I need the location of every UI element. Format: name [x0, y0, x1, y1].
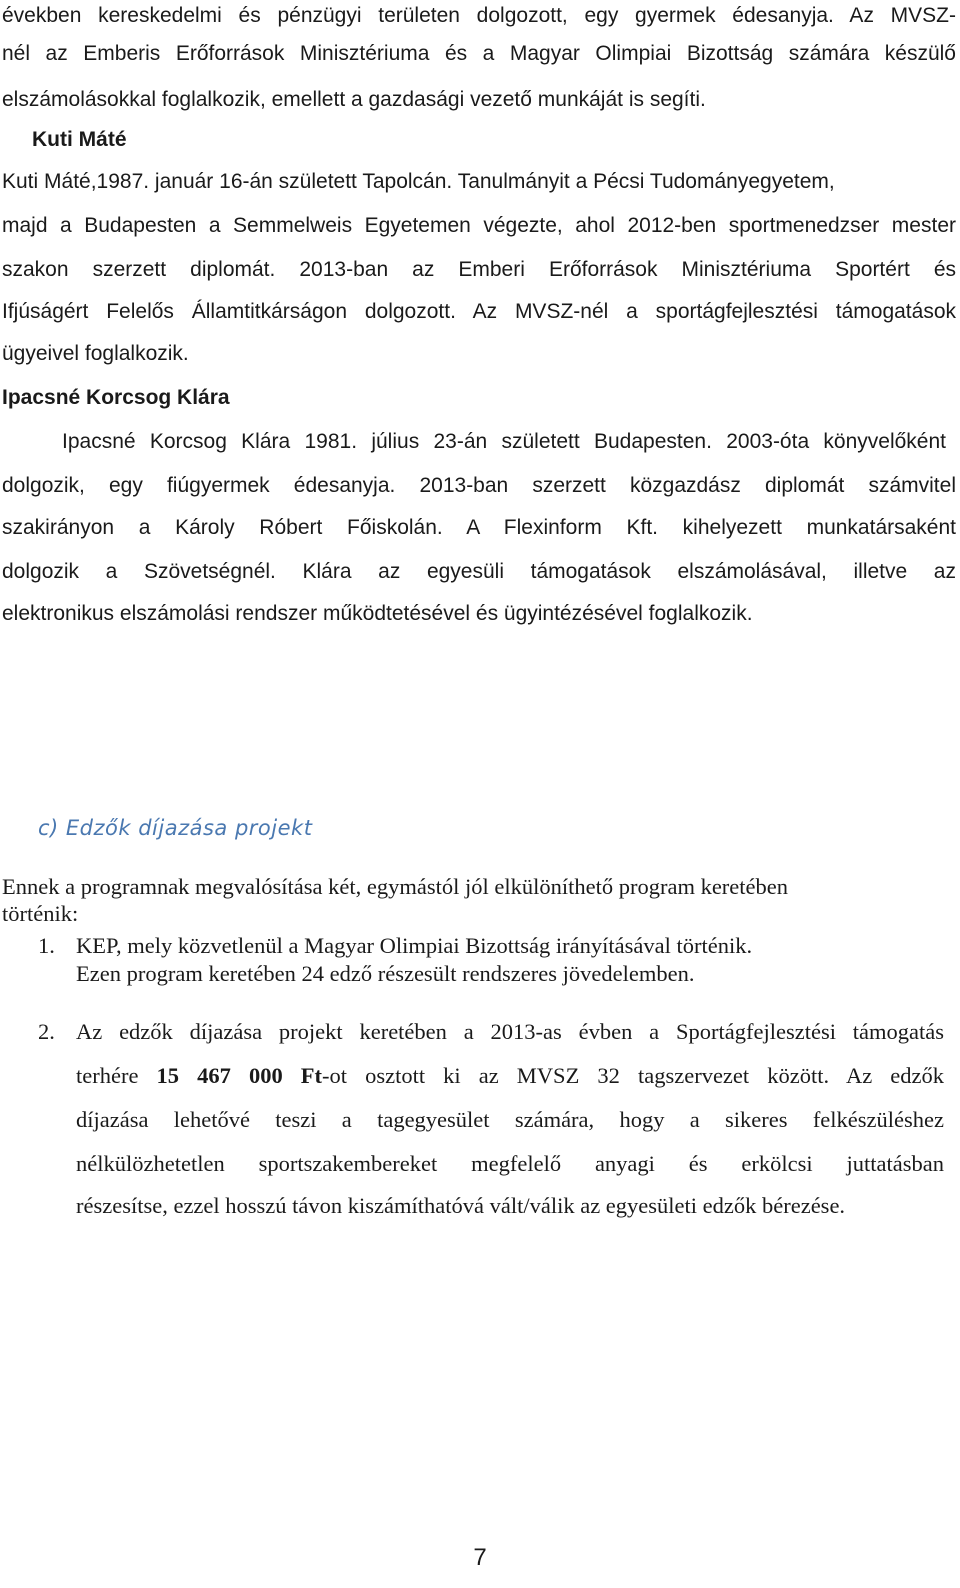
kuti-line-5: ügyeivel foglalkozik.: [2, 342, 189, 365]
list-item-2-line-4: nélkülözhetetlen sportszakembereket megfelelő anyagi és erkölcsi juttatásban: [76, 1151, 944, 1176]
section-c-intro-line-2: történik:: [2, 901, 79, 926]
section-c-heading: c) Edzők díjazása projekt: [38, 816, 313, 840]
intro-line-1: években kereskedelmi és pénzügyi területen dolgozott, egy gyermek édesanyja. Az MVSZ-: [2, 4, 956, 27]
ipacsne-line-4: dolgozik a Szövetségnél. Klára az egyesüli támogatások elszámolásával, illetve az: [2, 560, 956, 583]
kuti-line-2: majd a Budapesten a Semmelweis Egyetemen végezte, ahol 2012-ben sportmenedzser mester: [2, 214, 956, 237]
section-c-intro-line-1: Ennek a programnak megvalósítása két, egymástól jól elkülöníthető program keretében: [2, 874, 789, 899]
page-number: 7: [473, 1544, 487, 1571]
list-item-2-line-1: Az edzők díjazása projekt keretében a 2013-as évben a Sportágfejlesztési támogatás: [76, 1019, 944, 1044]
funding-amount: 15 467 000 Ft: [156, 1063, 323, 1088]
ipacsne-line-1: Ipacsné Korcsog Klára 1981. július 23-án született Budapesten. 2003-óta könyvelőként: [62, 430, 946, 453]
ipacsne-line-2: dolgozik, egy fiúgyermek édesanyja. 2013-ban szerzett közgazdász diplomát számvitel: [2, 474, 956, 497]
kuti-line-1: Kuti Máté,1987. január 16-án született Tapolcán. Tanulmányit a Pécsi Tudományegyetem,: [2, 170, 835, 193]
ipacsne-line-3: szakirányon a Károly Róbert Főiskolán. A Flexinform Kft. kihelyezett munkatársaként: [2, 516, 956, 539]
list-item-2-line-5: részesítse, ezzel hosszú távon kiszámíthatóvá vált/válik az egyesületi edzők bérezése.: [76, 1193, 846, 1218]
ipacsne-heading: Ipacsné Korcsog Klára: [2, 386, 230, 409]
list-item-2-text-post: -ot osztott ki az MVSZ 32 tagszervezet között. Az edzők: [322, 1063, 944, 1088]
intro-line-3: elszámolásokkal foglalkozik, emellett a gazdasági vezető munkáját is segíti.: [2, 88, 706, 111]
list-item-1-line-1: KEP, mely közvetlenül a Magyar Olimpiai Bizottság irányításával történik.: [76, 933, 753, 958]
kuti-heading: Kuti Máté: [32, 128, 127, 151]
kuti-line-4: Ifjúságért Felelős Államtitkárságon dolgozott. Az MVSZ-nél a sportágfejlesztési támogatások: [2, 300, 956, 323]
ipacsne-line-5: elektronikus elszámolási rendszer működtetésével és ügyintézésével foglalkozik.: [2, 602, 753, 625]
kuti-line-3: szakon szerzett diplomát. 2013-ban az Emberi Erőforrások Minisztériuma Sportért és: [2, 258, 956, 281]
list-item-2-line-2: [76, 1062, 944, 1090]
list-item-2-text-pre: terhére: [76, 1063, 157, 1088]
list-item-1-line-2: Ezen program keretében 24 edző részesült rendszeres jövedelemben.: [76, 961, 695, 986]
intro-line-2: nél az Emberis Erőforrások Minisztériuma és a Magyar Olimpiai Bizottság számára készülő: [2, 42, 956, 65]
list-item-number-1: 1.: [38, 933, 55, 958]
list-item-number-2: 2.: [38, 1019, 55, 1044]
list-item-2-line-3: díjazása lehetővé teszi a tagegyesület számára, hogy a sikeres felkészüléshez: [76, 1107, 944, 1132]
